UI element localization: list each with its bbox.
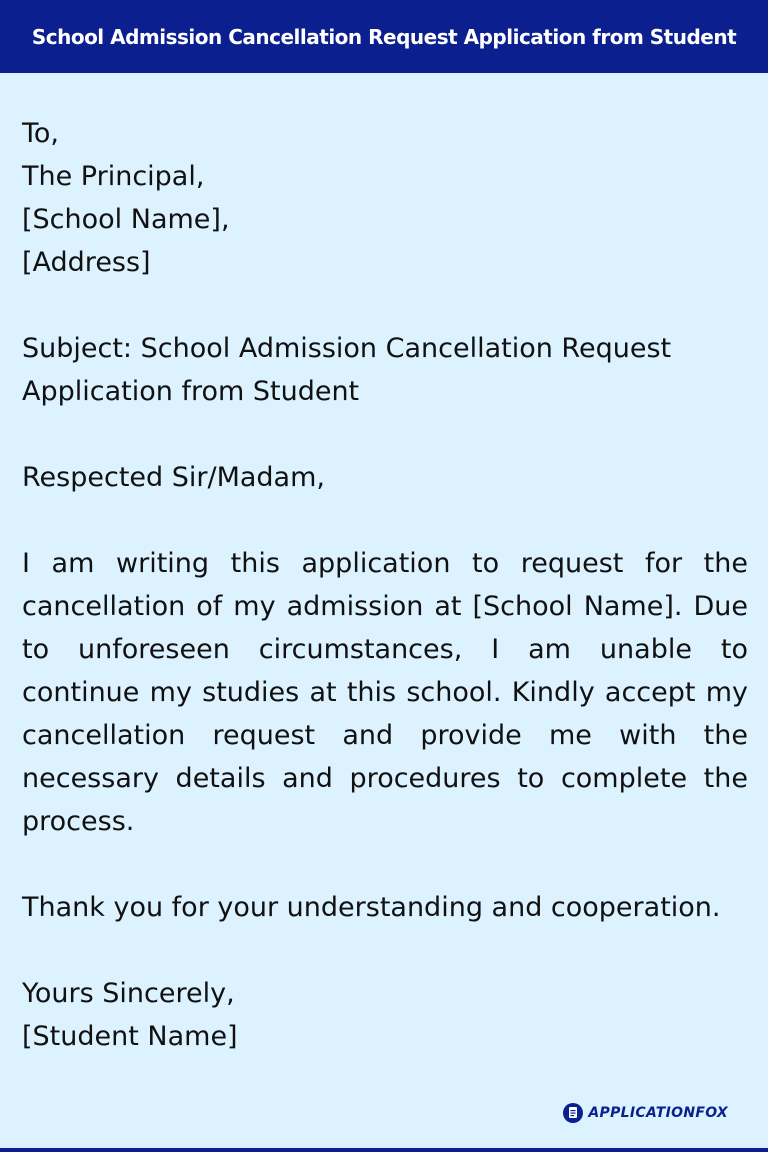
brand-logo [562,1102,728,1124]
page-title: School Admission Cancellation Request Application from Student [31,24,737,49]
letter-body-paragraph: I am writing this application to request for the cancellation of my admission at [School Name]. Due to unforeseen circumstances, I am unable to continue my studies at this school. Kindly accept my cancellation request and provide me with the necessary details and procedures to complete the process. [22,548,748,837]
address-line: [Address] [22,247,151,278]
subject-text: Subject: School Admission Cancellation Request [22,333,672,364]
page-header [0,0,768,73]
closing [22,972,748,1058]
letter-body [22,112,748,1058]
closing-line: Yours Sincerely, [22,978,235,1009]
recipient-address [22,112,748,284]
thanks-paragraph: Thank you for your understanding and cooperation. [22,892,721,923]
salutation: Respected Sir/Madam, [22,462,325,493]
footer-bar [0,1148,768,1152]
subject-line [22,327,748,413]
logo-text: APPLICATIONFOX [588,1105,728,1121]
address-line: To, [22,118,60,149]
address-line: [School Name], [22,204,230,235]
address-line: The Principal, [22,161,205,192]
document-icon [562,1102,584,1124]
signature-placeholder: [Student Name] [22,1021,238,1052]
subject-text: Application from Student [22,376,360,407]
